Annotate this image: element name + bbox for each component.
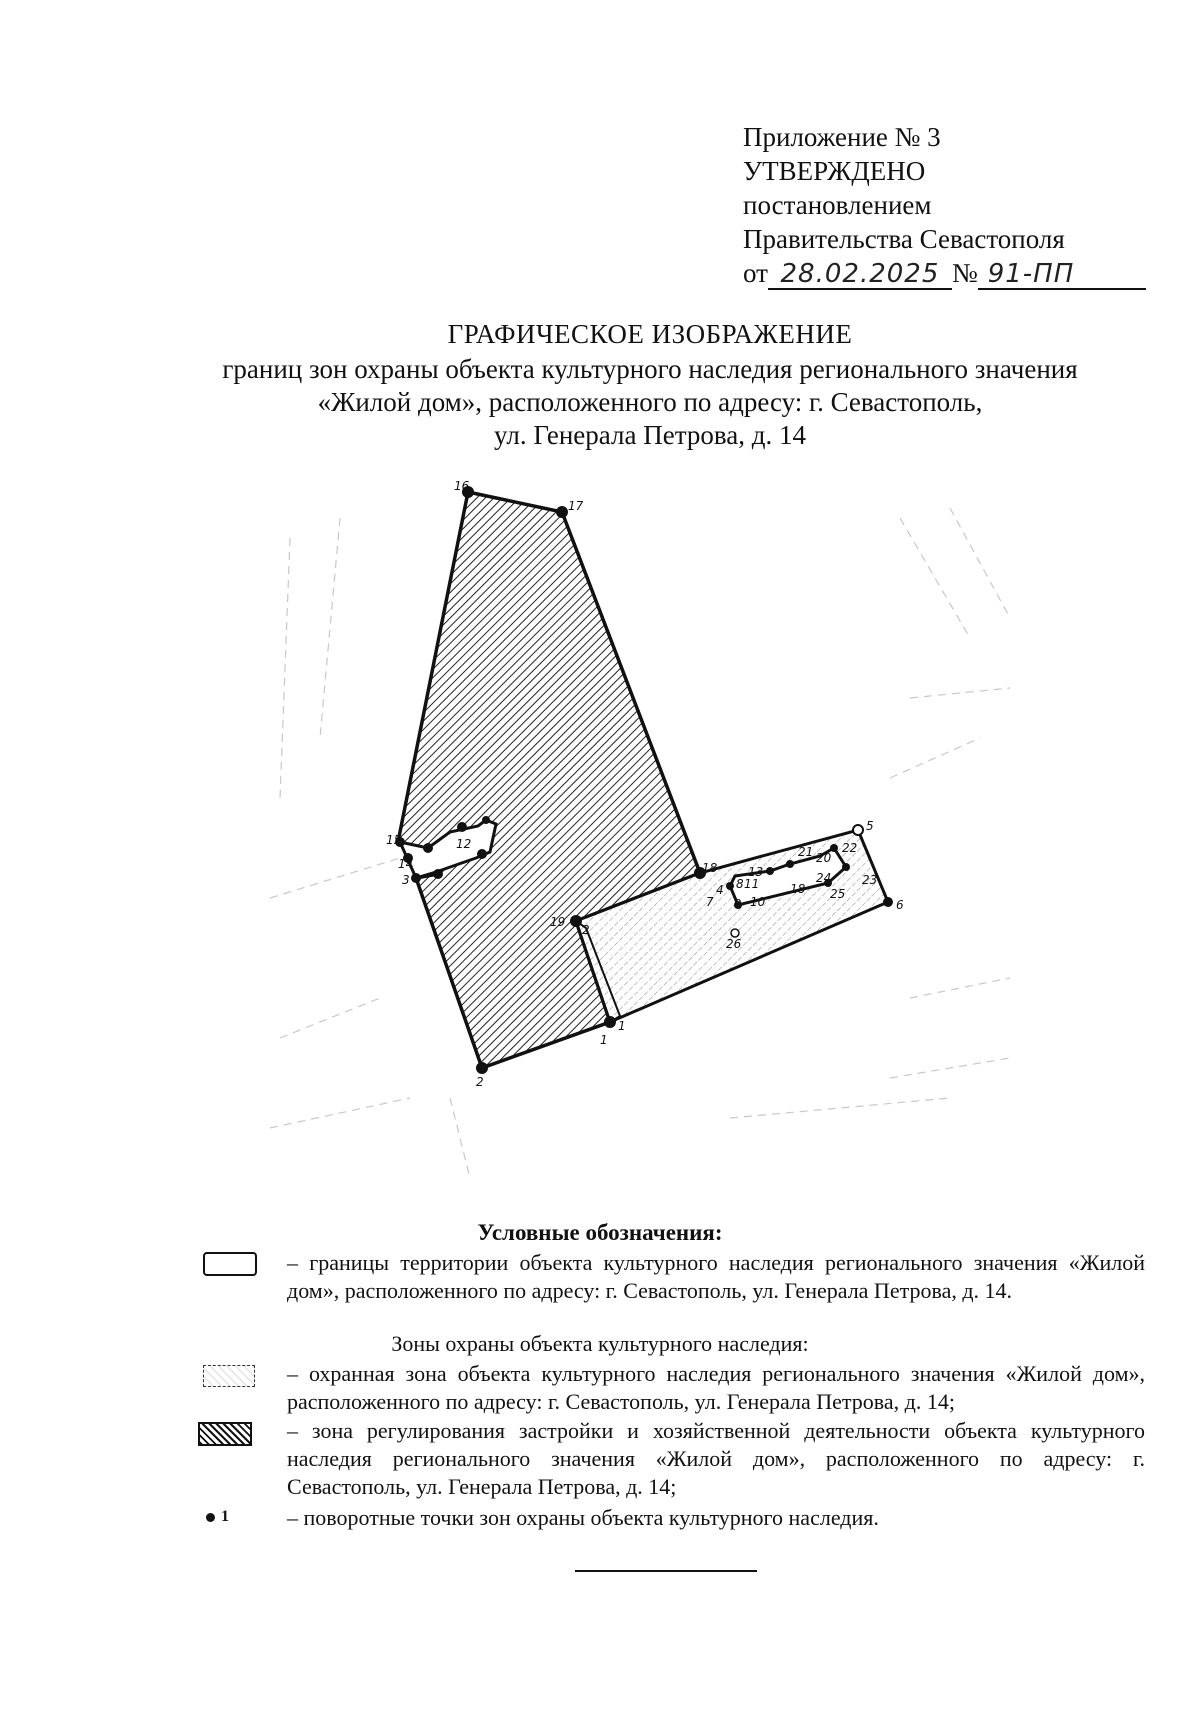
zones-heading: Зоны охраны объекта культурного наследия:: [391, 1331, 809, 1356]
point-label-13: 13: [748, 865, 764, 879]
government-label: Правительства Севастополя: [743, 224, 1065, 254]
approval-block: [743, 120, 1146, 290]
point-label-8: 8: [736, 877, 744, 891]
point-label-22: 22: [842, 841, 858, 855]
title-line-3: «Жилой дом», расположенного по адресу: г. Севастополь,: [317, 387, 983, 417]
point-label-18: 18: [702, 861, 718, 875]
point-label-15: 15: [386, 833, 402, 847]
point-label-21: 21: [798, 845, 814, 859]
point-label-23: 23: [862, 873, 878, 887]
legend-regulation-zone-text: – зона регулирования застройки и хозяйственной деятельности объекта культурного наследия регионального значения «Жилой дом», расположенного по адресу: г. Севастополь, ул. Генерала Петрова, д. 14;: [287, 1418, 1145, 1499]
point-label-10: 10: [750, 895, 766, 909]
point-label-2b: 2: [582, 923, 590, 937]
handwritten-date: 28.02.2025: [768, 260, 952, 290]
turning-point-label: 1: [221, 1508, 229, 1525]
point-label-19: 19: [550, 915, 566, 929]
date-prefix: от: [743, 258, 768, 288]
turning-point-symbol: [206, 1508, 229, 1526]
point-label-7: 7: [706, 895, 714, 909]
legend-protection-zone-text: – охранная зона объекта культурного наследия регионального значения «Жилой дом», расположенного по адресу: г. Севастополь, ул. Генерала Петрова, д. 14;: [287, 1361, 1145, 1414]
point-label-4: 4: [716, 883, 724, 897]
turning-point-dot-icon: [206, 1513, 215, 1522]
point-label-24: 24: [816, 871, 832, 885]
regulation-zone-symbol: [198, 1422, 252, 1446]
territory-symbol: [203, 1252, 257, 1276]
title-line-4: ул. Генерала Петрова, д. 14: [494, 420, 806, 450]
page-title: ГРАФИЧЕСКОЕ ИЗОБРАЖЕНИЕ: [447, 319, 853, 349]
point-label-17: 17: [568, 499, 584, 513]
point-label-6: 6: [896, 898, 904, 912]
point-label-16: 16: [454, 479, 470, 493]
point-label-25: 25: [830, 887, 846, 901]
appendix-number: Приложение № 3: [743, 122, 941, 152]
resolution-label: постановлением: [743, 190, 932, 220]
point-label-3: 3: [402, 873, 410, 887]
bottom-rule: [575, 1570, 757, 1572]
point-label-9: 9: [734, 897, 742, 911]
legend-turning-points-text: – поворотные точки зон охраны объекта культурного наследия.: [287, 1505, 879, 1530]
legend-territory-text: – границы территории объекта культурного наследия регионального значения «Жилой дом», расположенного по адресу: г. Севастополь, ул. Генерала Петрова, д. 14.: [287, 1250, 1145, 1303]
point-label-12: 12: [456, 837, 472, 851]
legend-heading: Условные обозначения:: [477, 1220, 723, 1245]
protection-zone-symbol: [203, 1365, 255, 1387]
point-label-14: 14: [398, 857, 414, 871]
title-line-2: границ зон охраны объекта культурного наследия регионального значения: [222, 354, 1078, 384]
number-prefix: №: [951, 258, 978, 288]
approved-label: УТВЕРЖДЕНО: [743, 156, 926, 186]
point-label-20: 20: [816, 851, 832, 865]
zones-map: [250, 478, 1040, 1208]
point-label-2: 2: [476, 1075, 484, 1089]
point-label-11: 11: [744, 877, 760, 891]
point-label-26: 26: [726, 937, 742, 951]
handwritten-number: 91-ПП: [978, 260, 1146, 290]
point-label-18b: 18: [790, 882, 806, 896]
document-title: [150, 318, 1150, 452]
point-label-1: 1: [618, 1019, 626, 1033]
date-number-line: [743, 256, 1146, 290]
point-label-1b: 1: [600, 1033, 608, 1047]
point-label-5: 5: [866, 819, 874, 833]
